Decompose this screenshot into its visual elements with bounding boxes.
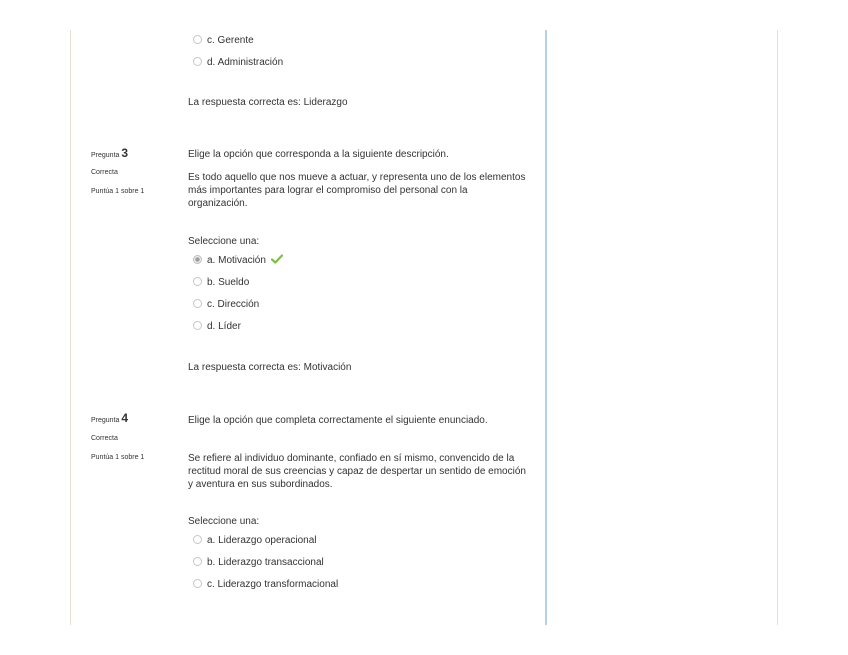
q4-number: 4 bbox=[121, 411, 129, 425]
q3-instruction: Elige la opción que corresponda a la siguiente descripción. bbox=[188, 149, 449, 160]
radio-icon[interactable] bbox=[193, 535, 202, 544]
q2-correct-answer: La respuesta correcta es: Liderazgo bbox=[188, 97, 348, 108]
content-divider bbox=[545, 30, 547, 625]
q3-option-b[interactable]: b. Sueldo bbox=[193, 277, 249, 289]
q4-option-a[interactable]: a. Liderazgo operacional bbox=[193, 535, 317, 547]
q2-option-c[interactable]: c. Gerente bbox=[193, 35, 254, 47]
q3-state: Correcta bbox=[91, 169, 118, 176]
radio-checked-icon[interactable] bbox=[193, 255, 202, 264]
q4-option-b[interactable]: b. Liderazgo transaccional bbox=[193, 557, 324, 569]
q3-correct-answer: La respuesta correcta es: Motivación bbox=[188, 362, 352, 373]
right-border bbox=[777, 30, 778, 625]
q3-number: 3 bbox=[121, 146, 129, 160]
q4-instruction: Elige la opción que completa correctamente el siguiente enunciado. bbox=[188, 415, 488, 426]
q4-description: Se refiere al individuo dominante, confiado en sí mismo, convencido de la rectitud moral de sus creencias y capaz de despertar un sentido de emoción y aventura en sus subordinados. bbox=[188, 453, 526, 490]
q4-prompt: Seleccione una: bbox=[188, 516, 260, 527]
radio-icon[interactable] bbox=[193, 57, 202, 66]
q3-label: Pregunta bbox=[91, 152, 120, 159]
left-border bbox=[70, 30, 71, 625]
q3-header bbox=[91, 148, 128, 161]
q3-prompt: Seleccione una: bbox=[188, 236, 260, 247]
radio-icon[interactable] bbox=[193, 299, 202, 308]
q3-option-a[interactable]: a. Motivación bbox=[193, 254, 283, 267]
q3-option-c[interactable]: c. Dirección bbox=[193, 299, 259, 311]
radio-icon[interactable] bbox=[193, 35, 202, 44]
q4-state: Correcta bbox=[91, 435, 118, 442]
q4-score: Puntúa 1 sobre 1 bbox=[91, 454, 145, 461]
radio-icon[interactable] bbox=[193, 277, 202, 286]
q3-score: Puntúa 1 sobre 1 bbox=[91, 188, 145, 195]
radio-icon[interactable] bbox=[193, 579, 202, 588]
radio-icon[interactable] bbox=[193, 321, 202, 330]
q3-option-d[interactable]: d. Líder bbox=[193, 321, 241, 333]
q4-label: Pregunta bbox=[91, 417, 120, 424]
radio-icon[interactable] bbox=[193, 557, 202, 566]
q4-header bbox=[91, 413, 128, 426]
check-icon bbox=[271, 254, 283, 264]
q4-option-c[interactable]: c. Liderazgo transformacional bbox=[193, 579, 338, 591]
q3-description: Es todo aquello que nos mueve a actuar, y representa uno de los elementos más importantes para lograr el compromiso del personal con la organización. bbox=[188, 172, 526, 209]
q2-option-d[interactable]: d. Administración bbox=[193, 57, 283, 69]
